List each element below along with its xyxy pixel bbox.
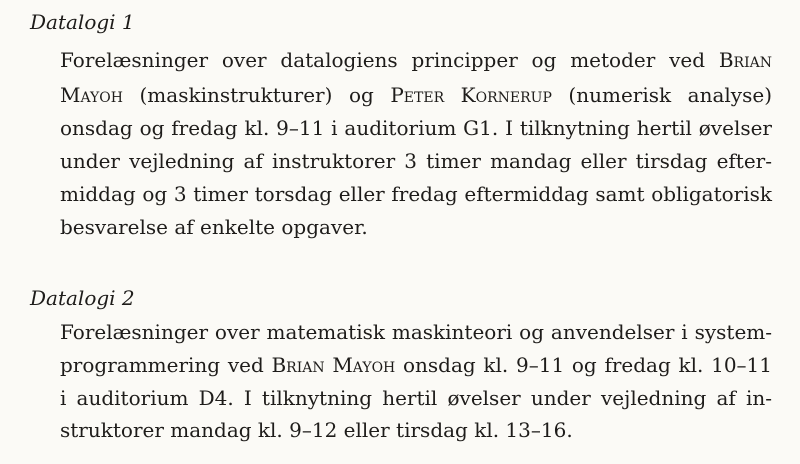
person-name: Peter Kornerup xyxy=(390,83,552,107)
paragraph-line xyxy=(60,353,772,377)
person-name: Mayoh xyxy=(60,83,123,107)
section-heading-datalogi-1: Datalogi 1 xyxy=(30,10,135,34)
text-run: (numerisk analyse) xyxy=(551,83,772,107)
text-run: programmering ved xyxy=(60,353,272,377)
paragraph-line xyxy=(60,215,772,239)
paragraph-line xyxy=(60,48,772,72)
section-heading-datalogi-2: Datalogi 2 xyxy=(30,286,135,310)
text-run: Forelæsninger over matematisk maskinteori og anvendelser i system- xyxy=(60,320,772,344)
paragraph-line xyxy=(60,149,772,173)
paragraph-line xyxy=(60,386,772,410)
paragraph-line xyxy=(60,320,772,344)
text-run: (maskinstrukturer) og xyxy=(122,83,391,107)
text-run: Forelæsninger over datalogiens principper og metoder ved xyxy=(60,48,719,72)
paragraph-line xyxy=(60,418,772,442)
text-run: struktorer mandag kl. 9–12 eller tirsdag kl. 13–16. xyxy=(60,418,573,442)
text-run: middag og 3 timer torsdag eller fredag eftermiddag samt obligatorisk xyxy=(60,182,772,206)
text-run: onsdag og fredag kl. 9–11 i auditorium G1. I tilknytning hertil øvelser xyxy=(60,116,772,140)
person-name: Brian Mayoh xyxy=(271,353,396,377)
person-name: Brian xyxy=(718,48,772,72)
text-run: i auditorium D4. I tilknytning hertil øvelser under vejledning af in- xyxy=(60,386,772,410)
text-run: onsdag kl. 9–11 og fredag kl. 10–11 xyxy=(395,353,772,377)
text-run: under vejledning af instruktorer 3 timer mandag eller tirsdag efter- xyxy=(60,149,772,173)
paragraph-line xyxy=(60,182,772,206)
text-run: besvarelse af enkelte opgaver. xyxy=(60,215,368,239)
paragraph-line xyxy=(60,116,772,140)
paragraph-line xyxy=(60,83,772,107)
